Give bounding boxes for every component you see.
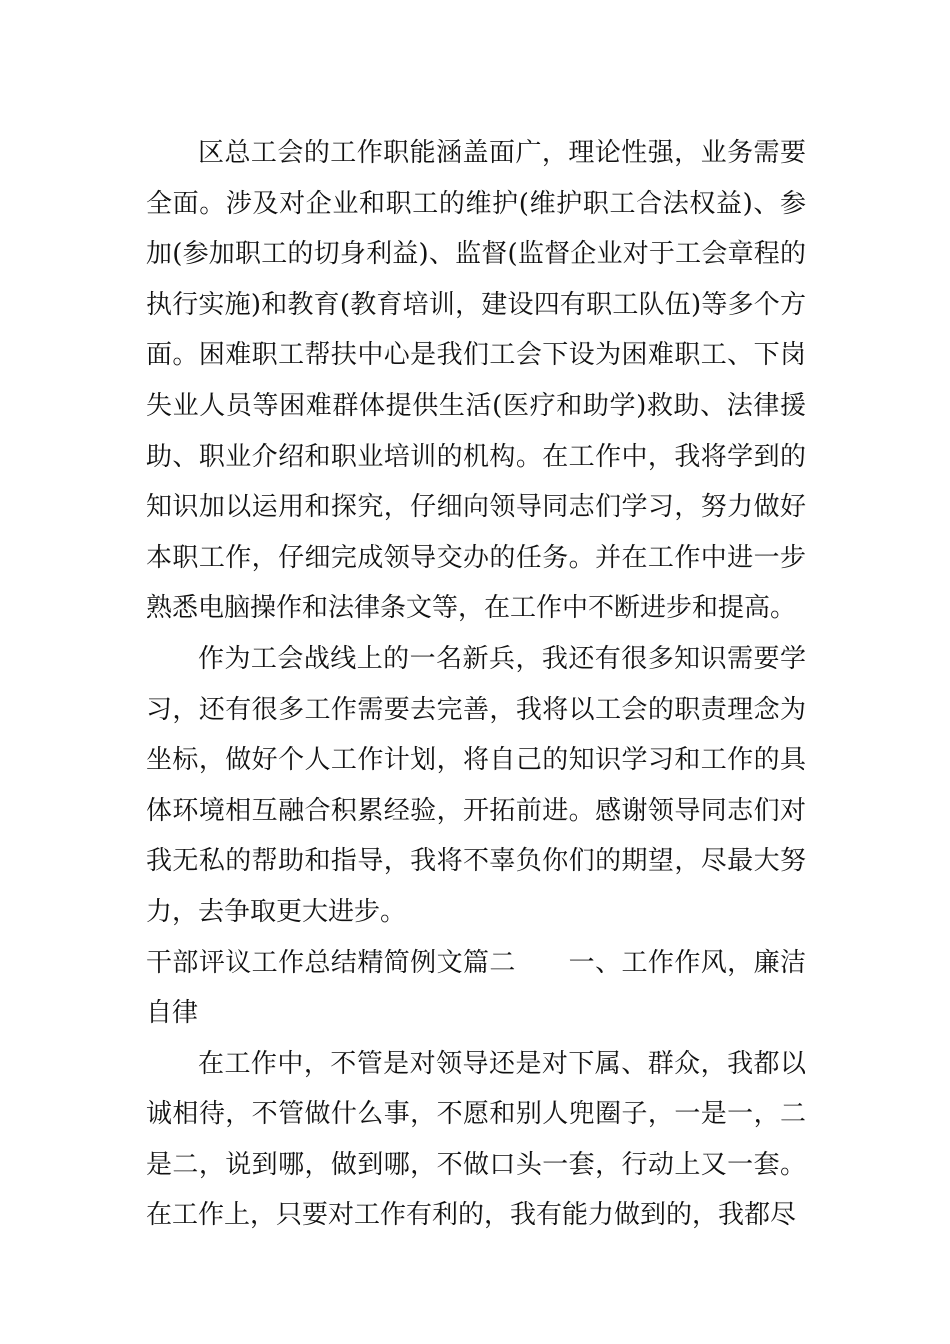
document-body <box>146 128 806 1241</box>
section-heading: 干部评议工作总结精简例文篇二 一、工作作风，廉洁自律 <box>146 947 806 1029</box>
paragraph-3: 在工作中，不管是对领导还是对下属、群众，我都以诚相待，不管做什么事，不愿和别人兜圈子，一是一，二是二，说到哪，做到哪，不做口头一套，行动上又一套。在工作上，只要对工作有利的，我有能力做到的，我都尽 <box>146 1048 806 1231</box>
paragraph-2: 作为工会战线上的一名新兵，我还有很多知识需要学习，还有很多工作需要去完善，我将以工会的职责理念为坐标，做好个人工作计划，将自己的知识学习和工作的具体环境相互融合积累经验，开拓前进。感谢领导同志们对我无私的帮助和指导，我将不辜负你们的期望，尽最大努力，去争取更大进步。 <box>146 643 806 927</box>
paragraph-1: 区总工会的工作职能涵盖面广，理论性强，业务需要全面。涉及对企业和职工的维护(维护职工合法权益)、参加(参加职工的切身利益)、监督(监督企业对于工会章程的执行实施)和教育(教育培训，建设四有职工队伍)等多个方面。困难职工帮扶中心是我们工会下设为困难职工、下岗失业人员等困难群体提供生活(医疗和助学)救助、法律援助、职业介绍和职业培训的机构。在工作中，我将学到的知识加以运用和探究，仔细向领导同志们学习，努力做好本职工作，仔细完成领导交办的任务。并在工作中进一步熟悉电脑操作和法律条文等，在工作中不断进步和提高。 <box>146 138 806 624</box>
